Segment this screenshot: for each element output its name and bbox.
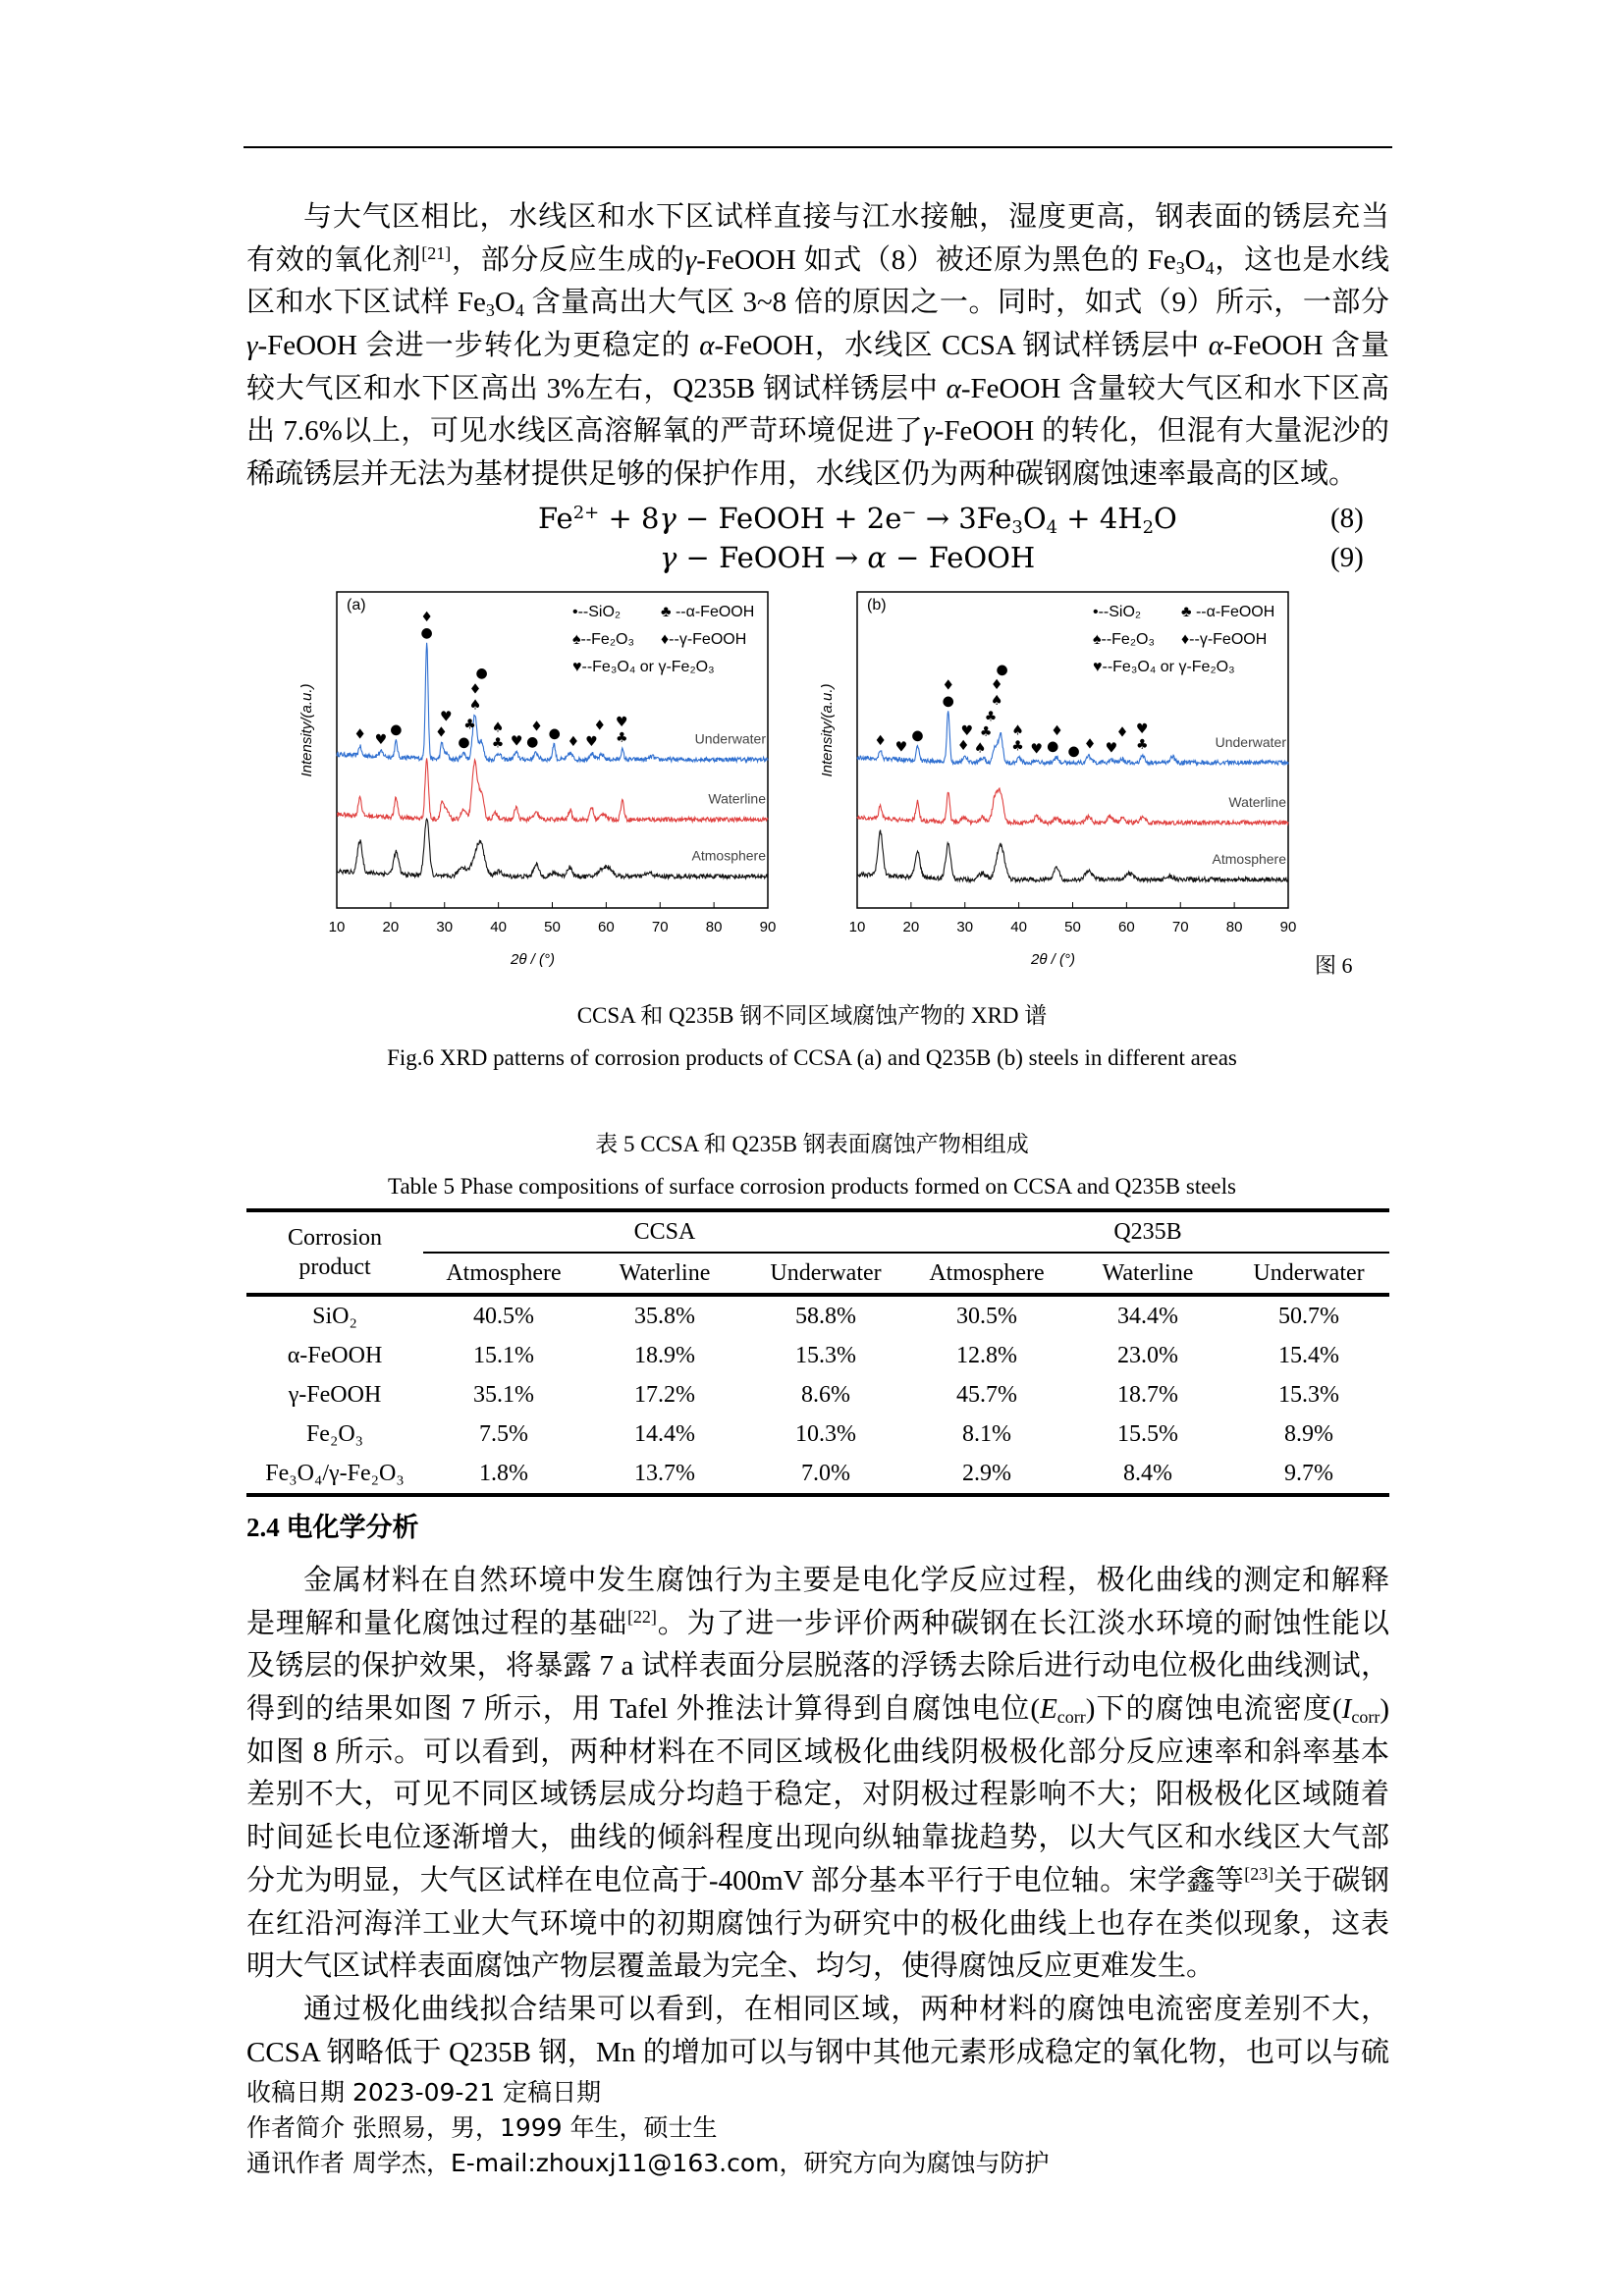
value-cell: 10.3% xyxy=(795,1421,856,1447)
table-caption-en: Table 5 Phase compositions of surface corrosion products formed on CCSA and Q235B steels xyxy=(388,1174,1236,1199)
peak-marker: ♣ xyxy=(979,724,993,741)
x-tick-label: 40 xyxy=(1010,919,1027,935)
text-segment: 含量高出大气区 3~8 倍的原因之一。同时，如式（9）所示，一部分 xyxy=(523,287,1389,319)
text-segment: 较大气区和水下区高出 3%左右，Q235B 钢试样锈层中 xyxy=(246,372,947,404)
peak-marker: ♥ xyxy=(894,739,908,756)
legend-entry: •--SiO₂ xyxy=(1093,604,1142,620)
text-line xyxy=(246,1732,1389,1775)
series-label: Waterline xyxy=(1228,793,1286,810)
text-line xyxy=(246,1946,1389,1989)
value-cell: 15.4% xyxy=(1278,1343,1339,1368)
peak-marker: ♦ xyxy=(530,719,543,735)
chart-svg xyxy=(285,586,776,979)
value-cell: 8.4% xyxy=(1123,1461,1172,1486)
legend-entry: ♣ --α-FeOOH xyxy=(661,604,755,620)
text-line xyxy=(246,2032,1389,2075)
text-segment: + 4H xyxy=(1057,502,1143,535)
peak-marker: ♦ xyxy=(468,681,482,698)
x-tick-label: 20 xyxy=(382,919,400,935)
footnote-author: 作者简介 张照易，男，1999 年生，硕士生 xyxy=(246,2113,718,2142)
x-tick-label: 30 xyxy=(956,919,974,935)
column-header: Atmosphere xyxy=(929,1260,1045,1286)
figure-number: 图 6 xyxy=(1315,953,1353,978)
y-axis-label: Intensity/(a.u.) xyxy=(298,683,315,777)
text-segment: O xyxy=(1184,243,1206,276)
text-line xyxy=(246,196,1389,240)
text-segment: E xyxy=(1040,1693,1057,1726)
text-segment: γ xyxy=(684,243,697,276)
series-label: Atmosphere xyxy=(1212,850,1286,867)
text-segment: 时间延长电位逐渐增大，曲线的倾斜程度出现向纵轴靠拢趋势，以大气区和水线区大气部 xyxy=(246,1822,1389,1854)
equation-8-number: (8) xyxy=(1330,503,1364,534)
footnote-received: 收稿日期 2023-09-21 定稿日期 xyxy=(246,2078,602,2107)
text-segment: -FeOOH 含量较大气区和水下区高 xyxy=(960,372,1389,404)
column-header: Atmosphere xyxy=(446,1260,562,1286)
text-segment: 分尤为明显，大气区试样在电位高于-400mV 部分基本平行于电位轴。宋学鑫等 xyxy=(246,1864,1245,1896)
text-line xyxy=(246,410,1389,454)
value-cell: 8.1% xyxy=(962,1421,1011,1447)
table-row xyxy=(246,1375,1389,1415)
value-cell: 15.3% xyxy=(1278,1382,1339,1408)
equation-9-body xyxy=(660,541,1035,574)
x-tick-label: 40 xyxy=(490,919,507,935)
series-line-waterline xyxy=(857,788,1288,825)
text-segment: corr xyxy=(1056,1707,1086,1728)
x-tick-label: 70 xyxy=(651,919,669,935)
legend-entry: ♥--Fe₃O₄ or γ-Fe₂O₃ xyxy=(1093,659,1235,675)
text-segment: [21] xyxy=(421,242,452,263)
value-cell: 34.4% xyxy=(1117,1304,1178,1329)
group-header-q235b: Q235B xyxy=(906,1210,1389,1253)
text-line xyxy=(246,1817,1389,1860)
peak-marker: ♥ xyxy=(585,734,598,751)
peak-marker: ● xyxy=(911,727,924,744)
table-row xyxy=(246,1415,1389,1454)
paragraph-phase-analysis xyxy=(246,196,1389,497)
peak-marker: ● xyxy=(420,624,433,641)
chart-svg xyxy=(805,586,1296,979)
x-tick-label: 50 xyxy=(1064,919,1081,935)
row-header: Corrosion product xyxy=(246,1210,423,1295)
text-segment: − FeOOH xyxy=(886,541,1036,574)
table-row xyxy=(246,1295,1389,1336)
panel-label: (a) xyxy=(347,597,366,614)
text-line xyxy=(246,1560,1389,1603)
x-tick-label: 70 xyxy=(1171,919,1189,935)
value-cell: 7.0% xyxy=(801,1461,850,1486)
text-segment: ，部分反应生成的 xyxy=(451,243,685,276)
text-segment: 2 xyxy=(1142,517,1155,538)
peak-marker: ♥ xyxy=(374,731,388,748)
text-segment: O xyxy=(494,287,515,319)
value-cell: 12.8% xyxy=(956,1343,1017,1368)
peak-marker: ♣ xyxy=(984,709,998,725)
peak-marker: ♦ xyxy=(942,677,955,694)
peak-marker: ♦ xyxy=(567,733,580,750)
text-segment: CCSA 钢略低于 Q235B 钢，Mn 的增加可以与钢中其他元素形成稳定的氧化物，也可以与硫 xyxy=(246,2036,1389,2068)
series-label: Waterline xyxy=(708,790,766,807)
legend-entry: •--SiO₂ xyxy=(572,604,622,620)
text-line xyxy=(246,240,1389,283)
paragraph-electrochemical xyxy=(246,1560,1389,1989)
x-tick-label: 60 xyxy=(1118,919,1135,935)
value-cell: 50.7% xyxy=(1278,1304,1339,1329)
text-line xyxy=(246,1903,1389,1947)
text-segment: 有效的氧化剂 xyxy=(246,243,422,276)
peak-marker: ♦ xyxy=(1083,736,1097,753)
table-row xyxy=(246,1454,1389,1495)
text-segment: I xyxy=(1341,1693,1352,1726)
peak-marker: ♦ xyxy=(435,724,448,741)
text-segment: α xyxy=(946,372,961,404)
text-line xyxy=(246,1688,1389,1732)
x-axis-label: 2θ / (°) xyxy=(511,951,555,968)
text-segment: γ xyxy=(659,502,677,535)
footnote-corresponding: 通讯作者 周学杰，E-mail:zhouxj11@163.com，研究方向为腐蚀与防护 xyxy=(246,2149,1050,2177)
x-tick-label: 80 xyxy=(705,919,723,935)
peak-marker: ♠ xyxy=(990,693,1003,710)
text-segment: O xyxy=(1022,502,1047,535)
peak-marker: ● xyxy=(526,734,539,751)
text-segment: 在红沿河海洋工业大气环境中的初期腐蚀行为研究中的极化曲线上也存在类似现象，这表 xyxy=(246,1907,1389,1940)
text-segment: 关于碳钢 xyxy=(1273,1864,1389,1896)
equation-9 xyxy=(660,540,1035,575)
value-cell: 23.0% xyxy=(1117,1343,1178,1368)
text-segment: 4 xyxy=(1046,517,1058,538)
series-label: Underwater xyxy=(1215,733,1286,750)
value-cell: 9.7% xyxy=(1284,1461,1333,1486)
product-cell: Fe₂O₃ xyxy=(305,1421,364,1447)
text-segment: − xyxy=(901,503,917,523)
x-tick-label: 90 xyxy=(1279,919,1297,935)
table-caption-cn: 表 5 CCSA 和 Q235B 钢表面腐蚀产物相组成 xyxy=(595,1132,1029,1156)
value-cell: 15.3% xyxy=(795,1343,856,1368)
text-segment: 明大气区试样表面腐蚀产物层覆盖最为完全、均匀，使得腐蚀反应更难发生。 xyxy=(246,1950,1216,1983)
x-tick-label: 90 xyxy=(759,919,777,935)
x-tick-label: 50 xyxy=(544,919,561,935)
group-header-ccsa: CCSA xyxy=(423,1210,906,1253)
peak-marker: ♦ xyxy=(1115,724,1129,741)
x-tick-label: 20 xyxy=(902,919,920,935)
x-tick-label: 60 xyxy=(598,919,615,935)
text-segment: 差别不大，可见不同区域锈层成分均趋于稳定，对阴极过程影响不大；阳极极化区域随着 xyxy=(246,1779,1389,1811)
value-cell: 13.7% xyxy=(634,1461,695,1486)
text-segment: − FeOOH + 2e xyxy=(676,502,902,535)
peak-marker: ♠ xyxy=(468,697,482,714)
text-segment: + 8 xyxy=(599,502,660,535)
text-segment: [22] xyxy=(626,1606,657,1627)
text-segment: -FeOOH 的转化，但混有大量泥沙的 xyxy=(934,415,1389,448)
equation-8-body xyxy=(538,502,1177,538)
value-cell: 40.5% xyxy=(473,1304,534,1329)
value-cell: 7.5% xyxy=(479,1421,528,1447)
column-header: Underwater xyxy=(770,1260,882,1286)
text-segment: γ xyxy=(246,330,258,362)
text-segment: Fe xyxy=(538,502,573,535)
text-segment: 区和水下区试样 Fe xyxy=(246,287,486,319)
peak-marker: ● xyxy=(1047,738,1059,755)
text-segment: -FeOOH，水线区 CCSA 钢试样锈层中 xyxy=(714,330,1209,362)
column-header: Waterline xyxy=(619,1260,711,1286)
text-line xyxy=(246,1603,1389,1646)
value-cell: 8.9% xyxy=(1284,1421,1333,1447)
peak-marker: ♣ xyxy=(1136,736,1149,753)
peak-marker: ♥ xyxy=(616,715,628,731)
text-segment: 得到的结果如图 7 所示，用 Tafel 外推法计算得到自腐蚀电位( xyxy=(246,1693,1041,1726)
paragraph-polarization-fit xyxy=(246,1989,1389,2074)
column-header: Waterline xyxy=(1102,1260,1194,1286)
value-cell: 2.9% xyxy=(962,1461,1011,1486)
text-segment: 金属材料在自然环境中发生腐蚀行为主要是电化学反应过程，极化曲线的测定和解释 xyxy=(303,1565,1389,1596)
value-cell: 30.5% xyxy=(956,1304,1017,1329)
value-cell: 1.8% xyxy=(479,1461,528,1486)
text-segment: α xyxy=(699,330,715,362)
value-cell: 14.4% xyxy=(634,1421,695,1447)
text-segment: 出 7.6%以上，可见水线区高溶解氧的严苛环境促进了 xyxy=(246,415,924,448)
text-segment: γ xyxy=(923,415,935,448)
peak-marker: ♦ xyxy=(593,718,607,734)
series-label: Atmosphere xyxy=(691,847,766,864)
value-cell: 15.5% xyxy=(1117,1421,1178,1447)
legend-entry: ♦--γ-FeOOH xyxy=(1181,631,1268,648)
peak-marker: ♥ xyxy=(440,709,453,725)
peak-marker: ● xyxy=(996,662,1008,678)
text-line xyxy=(246,1860,1389,1903)
text-segment: 3 xyxy=(1011,517,1023,538)
peak-marker: ♣ xyxy=(491,735,505,752)
text-segment: 3 xyxy=(1175,257,1185,278)
legend-entry: ♦--γ-FeOOH xyxy=(661,631,747,648)
value-cell: 8.6% xyxy=(801,1382,850,1408)
xrd-chart-a xyxy=(285,586,776,984)
text-segment: 2+ xyxy=(572,503,600,523)
equation-9-number: (9) xyxy=(1330,542,1364,573)
table-row xyxy=(246,1336,1389,1375)
peak-marker: ♦ xyxy=(874,732,887,749)
legend-entry: ♥--Fe₃O₄ or γ-Fe₂O₃ xyxy=(572,659,715,675)
peak-marker: ♠ xyxy=(973,740,987,757)
text-segment: ) xyxy=(1380,1693,1389,1726)
product-cell: SiO₂ xyxy=(312,1304,357,1329)
legend-entry: ♠--Fe₂O₃ xyxy=(1093,631,1155,648)
value-cell: 35.8% xyxy=(634,1304,695,1329)
phase-composition-table xyxy=(246,1208,1389,1497)
legend-entry: ♣ --α-FeOOH xyxy=(1181,604,1275,620)
peak-marker: ♥ xyxy=(511,733,523,750)
text-line xyxy=(246,1989,1389,2032)
text-segment: 4 xyxy=(514,300,524,321)
text-segment: -FeOOH 如式（8）被还原为黑色的 Fe xyxy=(696,243,1176,276)
figure-caption-en: Fig.6 XRD patterns of corrosion products of CCSA (a) and Q235B (b) steels in different areas xyxy=(387,1045,1237,1070)
peak-marker: ♥ xyxy=(1105,740,1118,757)
text-line xyxy=(246,1645,1389,1688)
xrd-chart-b xyxy=(805,586,1296,984)
peak-marker: ♥ xyxy=(1136,721,1149,737)
value-cell: 17.2% xyxy=(634,1382,695,1408)
text-segment: O xyxy=(1154,502,1177,535)
value-cell: 18.9% xyxy=(634,1343,695,1368)
product-cell: γ-FeOOH xyxy=(288,1382,382,1408)
peak-marker: ♥ xyxy=(960,722,974,739)
text-segment: ，这也是水线 xyxy=(1214,243,1389,276)
text-segment: 4 xyxy=(1205,257,1215,278)
peak-marker: ♣ xyxy=(1011,738,1024,755)
text-segment: [23] xyxy=(1244,1863,1274,1884)
peak-marker: ● xyxy=(475,665,488,681)
value-cell: 45.7% xyxy=(956,1382,1017,1408)
text-segment: 3 xyxy=(485,300,495,321)
legend-entry: ♠--Fe₂O₃ xyxy=(572,631,634,648)
product-cell: α-FeOOH xyxy=(287,1343,383,1368)
product-cell: Fe₃O₄/γ-Fe₂O₃ xyxy=(265,1461,405,1486)
text-segment: 通过极化曲线拟合结果可以看到，在相同区域，两种材料的腐蚀电流密度差别不大， xyxy=(303,1994,1389,2025)
peak-marker: ♦ xyxy=(956,737,970,754)
peak-marker: ● xyxy=(390,721,403,738)
peak-marker: ♦ xyxy=(990,677,1003,694)
peak-marker: ● xyxy=(942,693,954,710)
section-heading: 2.4 电化学分析 xyxy=(246,1513,419,1542)
column-header: Underwater xyxy=(1253,1260,1365,1286)
peak-marker: ♦ xyxy=(420,609,433,625)
text-segment: 及锈层的保护效果，将暴露 7 a 试样表面分层脱落的浮锈去除后进行动电位极化曲线测试， xyxy=(246,1650,1389,1682)
x-tick-label: 10 xyxy=(848,919,866,935)
peak-marker: ♦ xyxy=(1051,722,1063,739)
panel-label: (b) xyxy=(867,597,887,614)
series-label: Underwater xyxy=(694,730,766,747)
text-segment: 与大气区相比，水线区和水下区试样直接与江水接触，湿度更高，钢表面的锈层充当 xyxy=(303,201,1389,233)
text-segment: -FeOOH 会进一步转化为更稳定的 xyxy=(257,330,700,362)
value-cell: 18.7% xyxy=(1117,1382,1178,1408)
peak-marker: ♣ xyxy=(463,717,476,733)
peak-marker: ♥ xyxy=(1030,741,1044,758)
peak-marker: ♦ xyxy=(353,726,366,743)
value-cell: 15.1% xyxy=(473,1343,534,1368)
value-cell: 35.1% xyxy=(473,1382,534,1408)
x-tick-label: 30 xyxy=(436,919,454,935)
text-segment: corr xyxy=(1351,1707,1380,1728)
x-tick-label: 80 xyxy=(1225,919,1243,935)
figure-caption-cn: CCSA 和 Q235B 钢不同区域腐蚀产物的 XRD 谱 xyxy=(576,1003,1048,1028)
value-cell: 58.8% xyxy=(795,1304,856,1329)
y-axis-label: Intensity/(a.u.) xyxy=(819,683,836,777)
peak-marker: ● xyxy=(548,725,561,742)
text-line xyxy=(246,282,1389,325)
text-segment: → 3Fe xyxy=(916,502,1012,535)
header-rule xyxy=(244,146,1392,148)
text-segment: α xyxy=(1208,330,1223,362)
text-line xyxy=(246,454,1389,497)
peak-marker: ● xyxy=(458,734,470,751)
series-line-waterline xyxy=(337,758,768,822)
text-segment: 稀疏锈层并无法为基材提供足够的保护作用，水线区仍为两种碳钢腐蚀速率最高的区域。 xyxy=(246,458,1358,491)
x-tick-label: 10 xyxy=(328,919,346,935)
equation-8 xyxy=(538,501,1177,536)
peak-marker: ♠ xyxy=(491,720,505,736)
x-axis-label: 2θ / (°) xyxy=(1031,951,1075,968)
text-segment: α xyxy=(867,541,887,574)
peak-marker: ♠ xyxy=(1011,722,1024,739)
peak-marker: ● xyxy=(1067,743,1080,760)
text-line xyxy=(246,368,1389,411)
text-line xyxy=(246,1774,1389,1817)
text-segment: γ xyxy=(660,541,677,574)
text-segment: 是理解和量化腐蚀过程的基础 xyxy=(246,1607,627,1639)
text-segment: 如图 8 所示。可以看到，两种材料在不同区域极化曲线阴极极化部分反应速率和斜率基本 xyxy=(246,1735,1389,1768)
text-segment: -FeOOH 含量 xyxy=(1222,330,1389,362)
text-segment: 。为了进一步评价两种碳钢在长江淡水环境的耐蚀性能以 xyxy=(656,1607,1389,1639)
text-segment: − FeOOH → xyxy=(677,541,868,574)
peak-marker: ♣ xyxy=(616,730,628,747)
text-line xyxy=(246,325,1389,368)
text-segment: )下的腐蚀电流密度( xyxy=(1085,1693,1342,1726)
